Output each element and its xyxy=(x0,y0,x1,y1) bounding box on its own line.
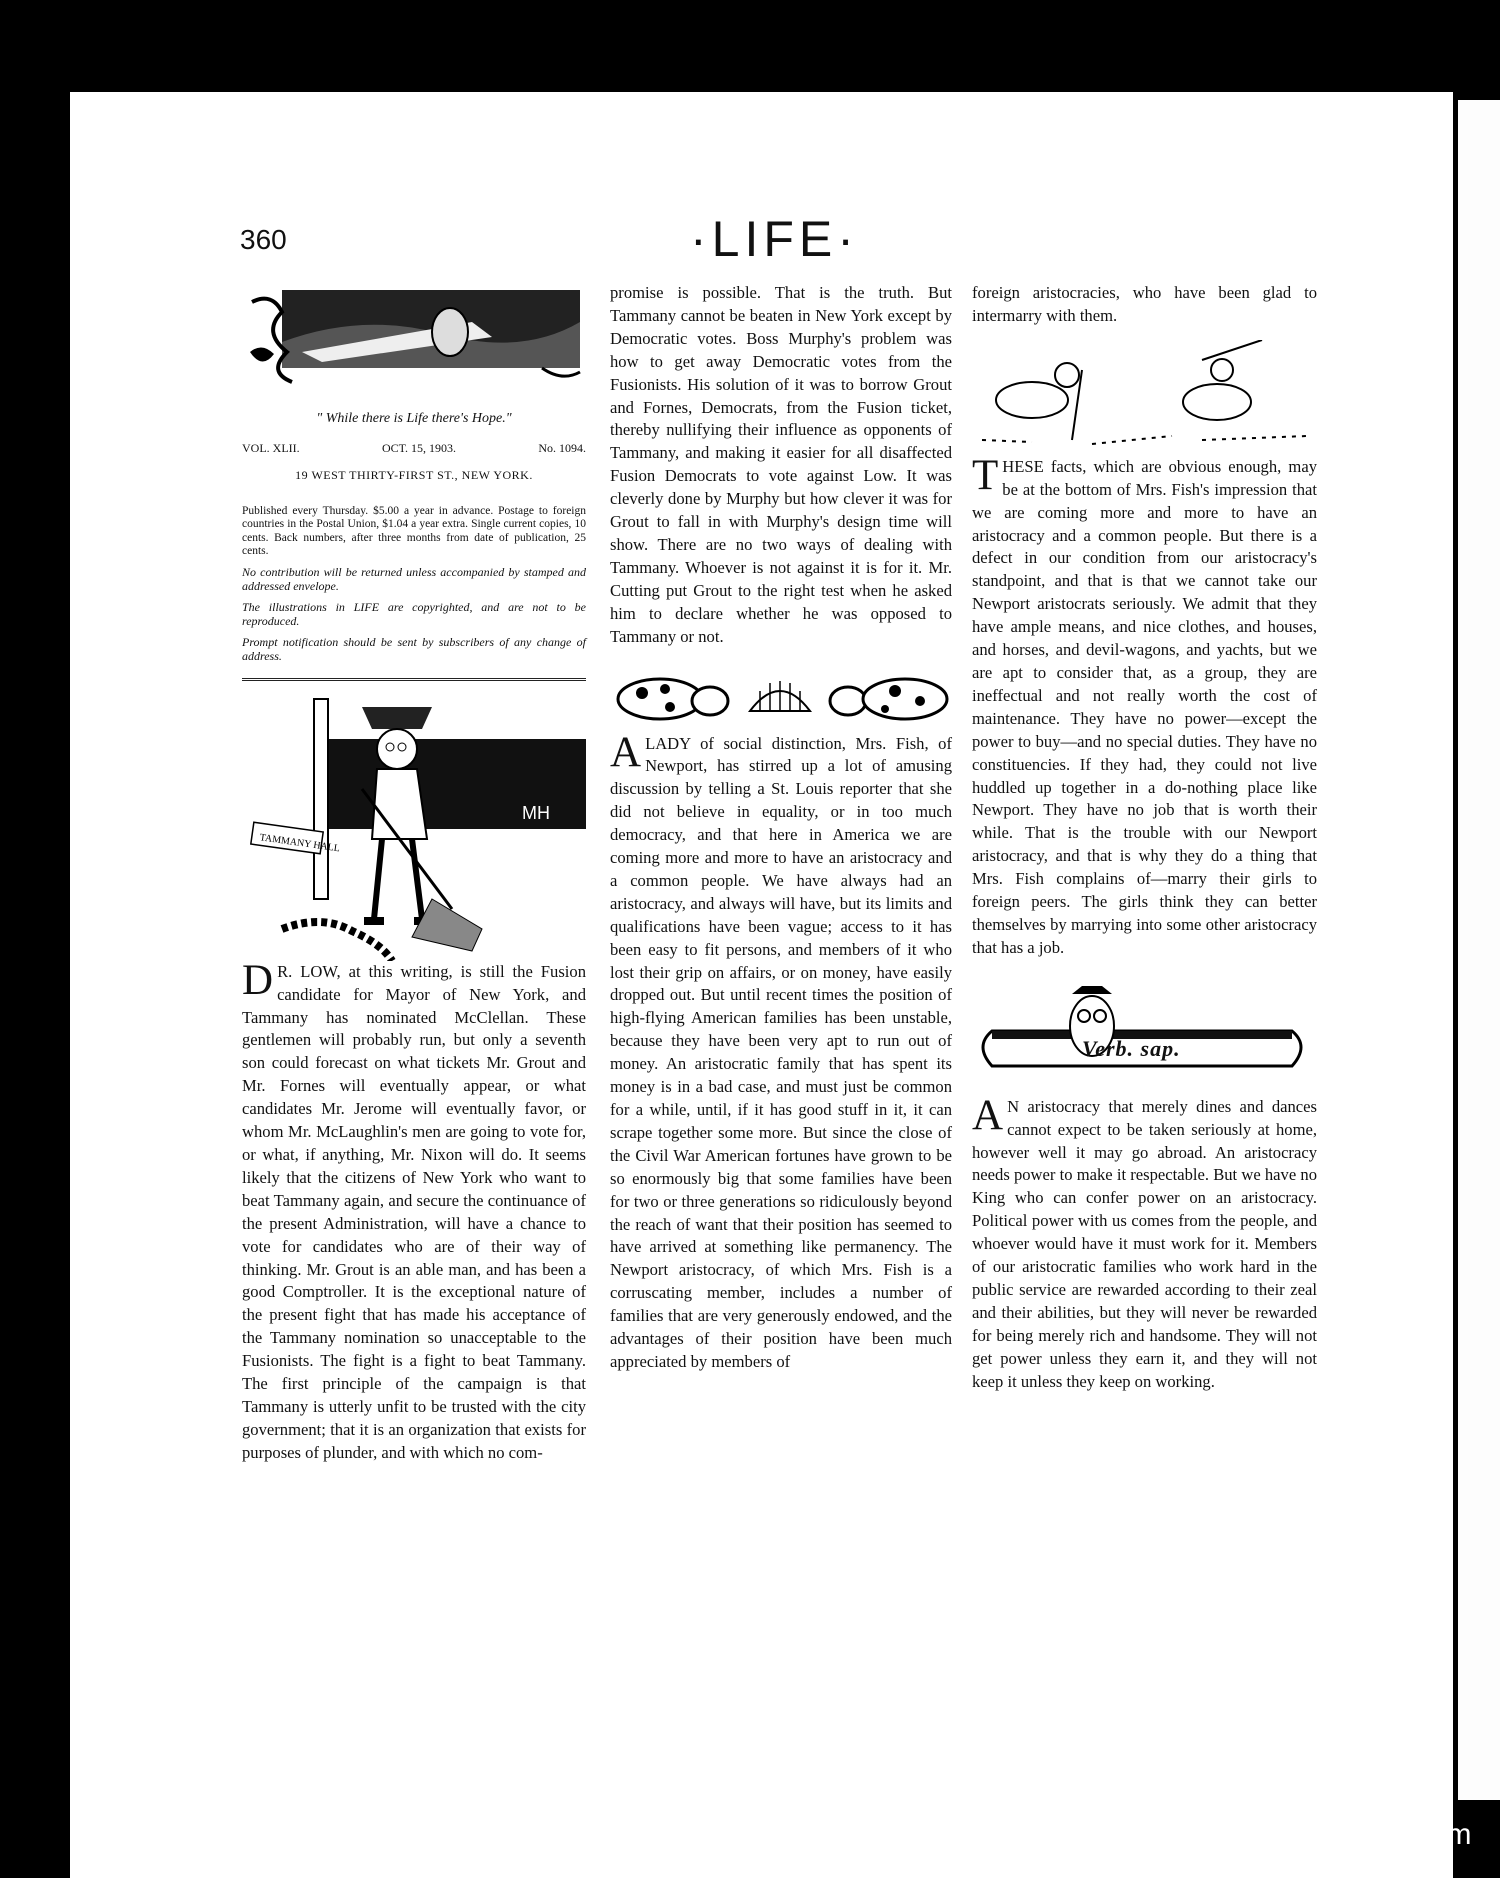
article-low-tammany-continued: promise is possible. That is the truth. But Tammany cannot be beaten in New York except by Democratic votes. Boss Murphy's problem was how to get away Democratic votes from the Fusionists. His solution of it was to borrow Grout and Fornes, Democrats, from the Fusion ticket, thereby nullifying their influence as opponents of Tammany, and making it easier for all disaffected Fusion Democrats to vote against Low. It was cleverly done by Murphy but how clever it was for Grout to fall in with Murphy's design time will show. There are no two ways of dealing with Tammany. Whoever is not against it is for it. Mr. Cutting put Grout to the right test when he asked him to declare whether he was opposed to Tammany or not. xyxy=(610,283,952,646)
article-mrs-fish xyxy=(610,728,952,1374)
publication-notice: Published every Thursday. $5.00 a year in advance. Postage to foreign countries in the Postal Union, $1.04 a year extra. Single current copies, 10 cents. Back numbers, after three months from date of publication, 25 cents. xyxy=(242,504,586,558)
cats-and-cage-illustration xyxy=(610,661,952,725)
article-newport-text: HESE facts, which are obvious enough, may be at the bottom of Mrs. Fish's impression that we are coming more and more to have an aristocracy and a common people. But there is a defect in our condition from our aristocracy's standpoint, and that is that we cannot take our Newport aristocrats seriously. We admit that they have ample means, and nice clothes, and houses, and horses, and devil-wagons, and yachts, but we are apt to consider that, as a group, they are ineffectual and not really worth the cost of maintenance. They have no power—except the power to buy—and no special duties. They have no constituencies. If they had, they could not live huddled up together in a do-nothing place like Newport. They have no job that is worth their while. That is the trouble with our Newport aristocracy, and that is why they do a thing that Mrs. Fish complains of—marry their girls to foreign peers. The girls think they can better themselves by marrying into some other aristocracy that has a job. xyxy=(972,456,1317,957)
polo-cartoon xyxy=(972,340,1317,450)
column-3 xyxy=(972,282,1317,1394)
publisher-address: 19 WEST THIRTY-FIRST ST., NEW YORK. xyxy=(295,467,533,482)
column-1 xyxy=(242,282,586,1465)
column-2 xyxy=(610,282,952,1374)
dropcap-t: T xyxy=(972,451,999,499)
article-aristocracy-power xyxy=(972,1091,1317,1394)
page-number: 360 xyxy=(240,224,287,255)
copyright-notice: The illustrations in LIFE are copyrighted, and are not to be reproduced. xyxy=(242,599,586,629)
volume-number: VOL. XLII. xyxy=(242,440,300,455)
dropcap-a2: A xyxy=(972,1091,1004,1139)
address-change-notice: Prompt notification should be sent by subscribers of any change of address. xyxy=(242,634,586,664)
next-page-edge xyxy=(1458,100,1500,1800)
article-low-tammany xyxy=(242,956,586,1465)
contribution-notice: No contribution will be returned unless accompanied by stamped and addressed envelope. xyxy=(242,564,586,594)
verb-sap-label: Verb. sap. xyxy=(1082,1035,1181,1061)
article-low-tammany-text: R. LOW, at this writing, is still the Fusion candidate for Mayor of New York, and Tammany has nominated McClellan. These gentlemen will probably run, but only a seventh son could forecast on what tickets Mr. Grout and Mr. Fornes will eventually appear, or what candidates Mr. Jerome will eventually favor, or whom Mr. McLaughlin's men are going to vote for, or what, if anything, Mr. Nixon will do. It seems likely that the citizens of New York who want to beat Tammany again, and secure the continuance of the present Administration, will have a chance to vote for candidates who are of their way of thinking. Mr. Grout is an able man, and has been a good Comptroller. It is the exceptional nature of the present fight that has made his acceptance of the Tammany nomination so unacceptable to the Fusionists. The fight is a fight to beat Tammany. The first principle of the campaign is that Tammany is utterly unfit to be trusted with the city government; that it is an organization that exists for purposes of plunder, and with which no com- xyxy=(242,961,586,1462)
article-mrs-fish-text: LADY of social distinction, Mrs. Fish, of Newport, has stirred up a lot of amusing discussion by telling a St. Louis reporter that she did not believe in equality, or in too much democracy, and that here in America we are coming more and more to have an aristocracy and a common people. We have always had an aristocracy, and always will have, but its limits and qualifications have been vague; access to it has been easy to fit persons, and members of it who lost their grip on affairs, or on money, have easily dropped out. But until recent times the position of high-flying American families has been unstable, because they have been very apt to run out of money. An aristocratic family that has spent its money is in a bad case, and must just be common for a while, until, if it has good stuff in it, it can scrape together some more. But since the close of the Civil War American fortunes have grown to be so enormously big that some families have been for two or three generations so ridiculously beyond the reach of want that their position has seemed to have arrived at something like permanency. The Newport aristocracy, of which Mrs. Fish is a corruscating member, includes a number of families that are very generously endowed, and the advantages of their position have been much appreciated by members of xyxy=(610,733,952,1371)
verb-sap-banner xyxy=(972,986,1317,1086)
tammany-sign-text: TAMMANY HALL xyxy=(259,831,341,855)
issue-date: OCT. 15, 1903. xyxy=(381,440,457,455)
artist-signature: MH xyxy=(522,802,550,823)
article-newport xyxy=(972,451,1317,960)
volume-line xyxy=(242,437,586,460)
sweeper-cartoon xyxy=(242,689,586,961)
masthead-motto: " While there is Life there's Hope." xyxy=(316,411,512,426)
issue-number: No. 1094. xyxy=(538,440,586,455)
article-aristocracy-power-text: N aristocracy that merely dines and dances cannot expect to be taken seriously at home, however well it may go abroad. An aristocracy needs power to make it respectable. But we have no King who can confer power on an aristocracy. Political power with us comes from the people, and whoever would have it must work for it. Members of our aristocratic families who work hard in the public service are rewarded according to their zeal and their abilities, but they will never be rewarded for being merely rich and handsome. They will not get power unless they earn it, and they will not keep it unless they keep on working. xyxy=(972,1096,1317,1391)
masthead-illustration xyxy=(242,282,586,400)
dropcap-a: A xyxy=(610,728,642,776)
dropcap-d: D xyxy=(242,956,274,1004)
source-watermark: comicbooks.com xyxy=(1241,1818,1472,1851)
masthead-title: ·LIFE· xyxy=(690,211,859,267)
divider-rule xyxy=(242,678,586,681)
article-mrs-fish-continued: foreign aristocracies, who have been glad to intermarry with them. xyxy=(972,283,1317,325)
